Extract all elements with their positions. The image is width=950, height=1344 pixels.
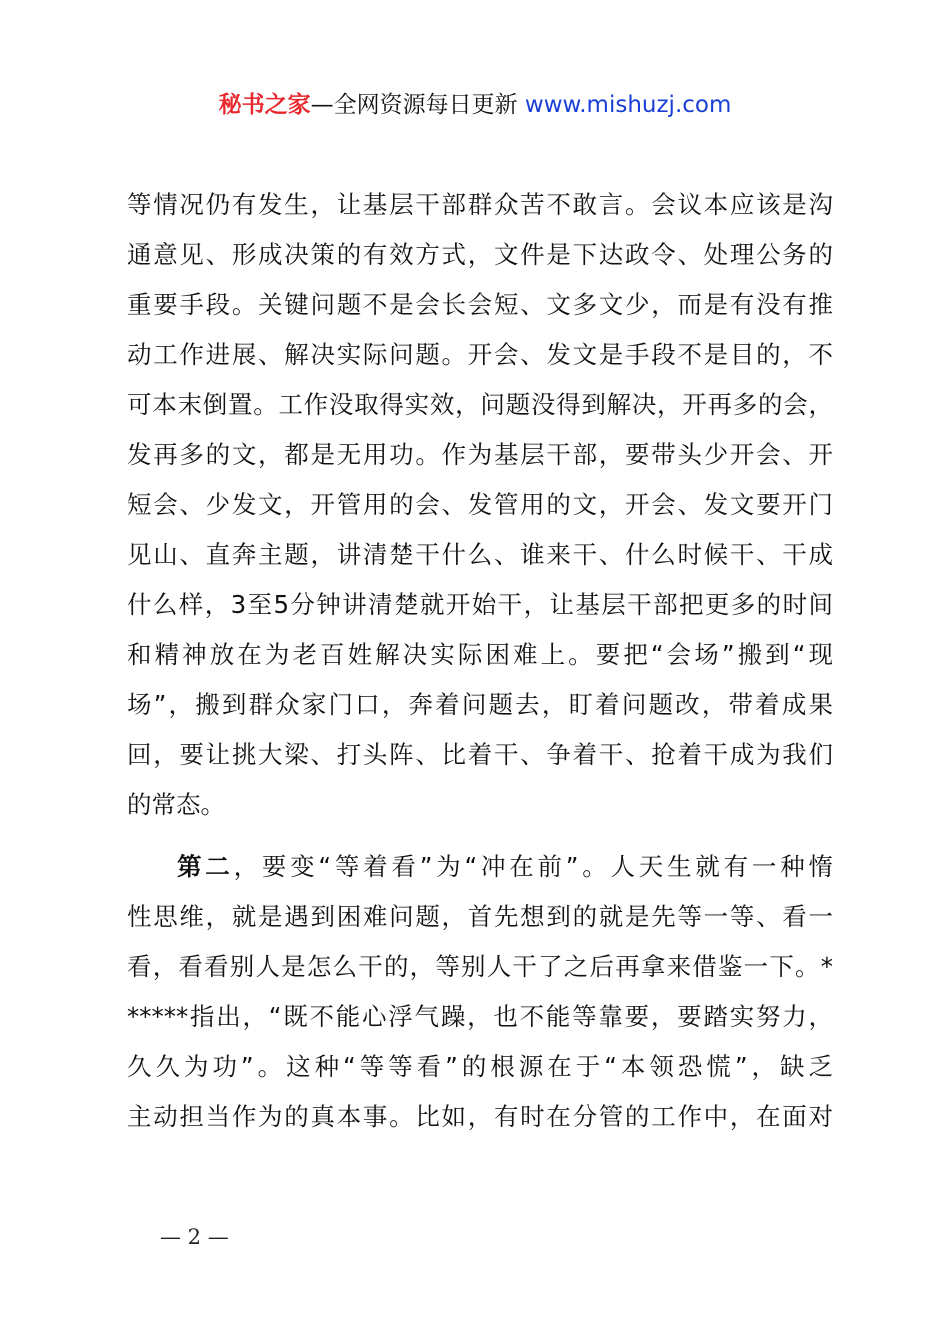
text-line: 的常态。 [127, 790, 225, 819]
text-line: 等情况仍有发生，让基层干部群众苦不敢言。会议本应该是沟 [127, 190, 833, 219]
text-line: 通意见、形成决策的有效方式，文件是下达政令、处理公务的 [127, 240, 833, 269]
paragraph-1 [127, 180, 833, 830]
text-line: 发再多的文，都是无用功。作为基层干部，要带头少开会、开 [127, 440, 833, 469]
page-number: — 2 — [160, 1225, 229, 1249]
site-header [0, 88, 950, 122]
text-line: 回，要让挑大梁、打头阵、比着干、争着干、抢着干成为我们 [127, 740, 833, 769]
text-line: 场”，搬到群众家门口，奔着问题去，盯着问题改，带着成果 [127, 690, 833, 719]
text-line: 重要手段。关键问题不是会长会短、文多文少，而是有没有推 [127, 290, 833, 319]
text-line: 性思维，就是遇到困难问题，首先想到的就是先等一等、看一 [127, 902, 833, 931]
brand-name: 秘书之家 [218, 92, 311, 118]
text-line: 主动担当作为的真本事。比如，有时在分管的工作中，在面对 [127, 1102, 833, 1131]
text-line: 可本末倒置。工作没取得实效，问题没得到解决，开再多的会， [127, 390, 833, 419]
site-url-link[interactable]: www.mishuzj.com [524, 92, 732, 118]
text-line: 动工作进展、解决实际问题。开会、发文是手段不是目的，不 [127, 340, 833, 369]
text-line: 什么样，3至5分钟讲清楚就开始干，让基层干部把更多的时间 [127, 590, 833, 619]
header-tagline: —全网资源每日更新 [310, 92, 525, 118]
text-span: ，要变“等着看”为“冲在前”。人天生就有一种惰 [233, 852, 833, 881]
text-line: 看，看看别人是怎么干的，等别人干了之后再拿来借鉴一下。* [127, 952, 833, 981]
paragraph-2-first-line [127, 842, 833, 892]
text-line: *****指出，“既不能心浮气躁，也不能等靠要，要踏实努力， [127, 1002, 833, 1031]
section-lead: 第二 [177, 852, 234, 881]
text-line: 见山、直奔主题，讲清楚干什么、谁来干、什么时候干、干成 [127, 540, 833, 569]
paragraph-gap [127, 830, 833, 842]
document-body [127, 180, 833, 1142]
text-line: 久久为功”。这种“等等看”的根源在于“本领恐慌”，缺乏 [127, 1052, 833, 1081]
text-line: 短会、少发文，开管用的会、发管用的文，开会、发文要开门 [127, 490, 833, 519]
text-line: 和精神放在为老百姓解决实际困难上。要把“会场”搬到“现 [127, 640, 833, 669]
paragraph-2 [127, 842, 833, 1142]
